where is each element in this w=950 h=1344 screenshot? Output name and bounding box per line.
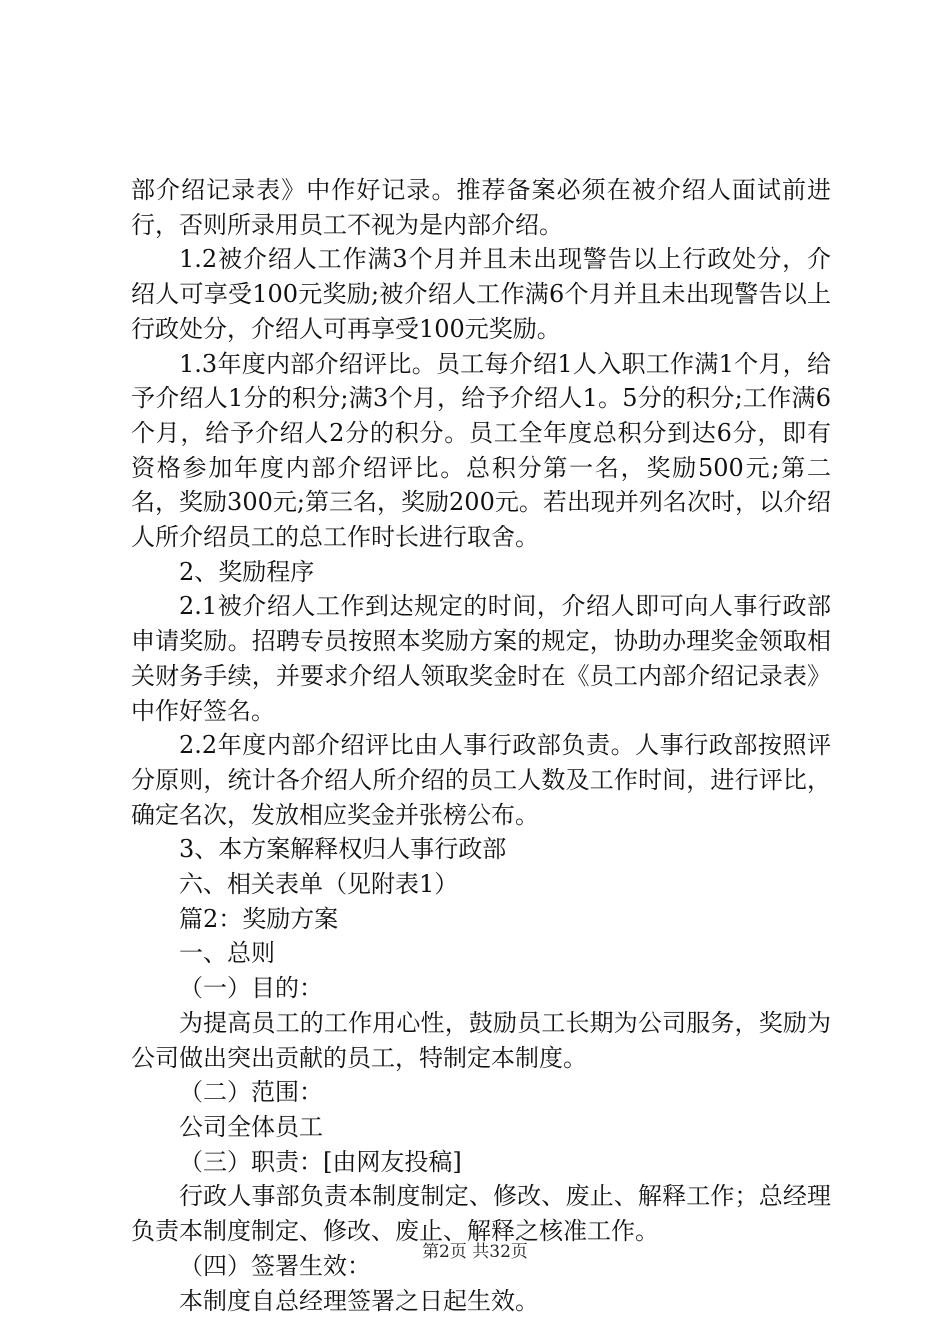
heading-effective: （四）签署生效： (179, 1251, 371, 1280)
page-footer (0, 1241, 950, 1263)
heading-general-rules: 一、总则 (179, 939, 275, 968)
paragraph-2-2: 2.2年度内部介绍评比由人事行政部负责。人事行政部按照评分原则，统计各介绍人所介绍的员工人数及工作时间，进行评比，确定名次，发放相应奖金并张榜公布。 (131, 731, 831, 829)
heading-scope: （二）范围： (179, 1078, 323, 1107)
paragraph-duties: 行政人事部负责本制度制定、修改、废止、解释工作；总经理负责本制度制定、修改、废止、解释之核准工作。 (131, 1182, 831, 1246)
paragraph-purpose: 为提高员工的工作用心性，鼓励员工长期为公司服务，奖励为公司做出突出贡献的员工，特制定本制度。 (131, 1008, 831, 1072)
document-body (131, 173, 831, 1318)
paragraph-1-2: 1.2被介绍人工作满3个月并且未出现警告以上行政处分，介绍人可享受100元奖励;被介绍人工作满6个月并且未出现警告以上行政处分，介绍人可再享受100元奖励。 (131, 245, 831, 343)
paragraph-3: 3、本方案解释权归人事行政部 (179, 835, 507, 864)
paragraph-1-3: 1.3年度内部介绍评比。员工每介绍1人入职工作满1个月，给予介绍人1分的积分;满3个月，给予介绍人1。5分的积分;工作满6个月，给予介绍人2分的积分。员工全年度总积分到达6分，即有资格参加年度内部介绍评比。总积分第一名，奖励500元;第二名，奖励300元;第三名，奖励200元。若出现并列名次时，以介绍人所介绍员工的总工作时长进行取舍。 (131, 349, 831, 552)
heading-purpose: （一）目的： (179, 974, 323, 1003)
heading-reward-procedure: 2、奖励程序 (179, 557, 315, 586)
heading-related-forms: 六、相关表单（见附表1） (179, 870, 459, 899)
paragraph-2-1: 2.1被介绍人工作到达规定的时间，介绍人即可向人事行政部申请奖励。招聘专员按照本奖励方案的规定，协助办理奖金领取相关财务手续，并要求介绍人领取奖金时在《员工内部介绍记录表》中作好签名。 (131, 592, 831, 725)
heading-duties: （三）职责：[由网友投稿] (179, 1147, 462, 1176)
paragraph-effective: 本制度自总经理签署之日起生效。 (179, 1286, 539, 1315)
heading-part-2: 篇2：奖励方案 (179, 904, 339, 933)
paragraph-scope: 公司全体员工 (179, 1112, 323, 1141)
paragraph-continuation: 部介绍记录表》中作好记录。推荐备案必须在被介绍人面试前进行，否则所录用员工不视为是内部介绍。 (131, 176, 831, 239)
page-number: 第2页 共32页 (422, 1242, 528, 1262)
